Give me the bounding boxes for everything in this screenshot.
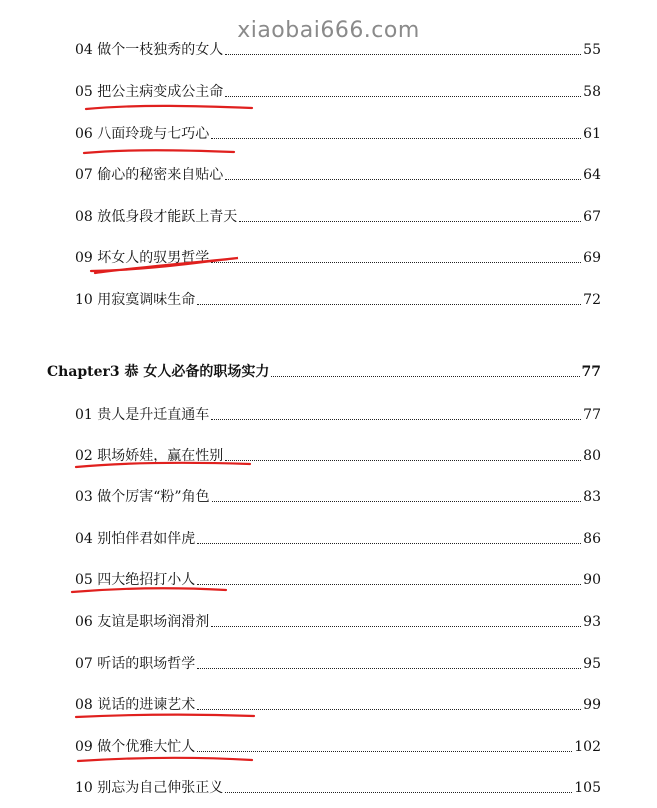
toc-entry[interactable]: [75, 779, 601, 797]
toc-page-number: 86: [583, 531, 601, 547]
toc-entry-title: 03 做个厉害“粉”角色: [75, 489, 210, 505]
toc-entry[interactable]: [75, 613, 601, 631]
toc-entry-title: 09 坏女人的驭男哲学: [75, 250, 210, 266]
dot-leader: [225, 179, 581, 180]
toc-entry[interactable]: [75, 125, 601, 143]
toc-entry[interactable]: [75, 249, 601, 267]
toc-entry[interactable]: [75, 41, 601, 59]
toc-entry[interactable]: [75, 488, 601, 506]
toc-page-number: 95: [583, 656, 601, 672]
toc-entry-title: 07 偷心的秘密来自贴心: [75, 167, 224, 183]
dot-leader: [211, 419, 581, 420]
toc-entry[interactable]: [75, 696, 601, 714]
dot-leader: [197, 668, 581, 669]
toc-entry[interactable]: [75, 571, 601, 589]
toc-page-number: 77: [581, 364, 601, 380]
dot-leader: [197, 543, 581, 544]
red-underline-mark: [78, 758, 252, 761]
toc-entry-title: 01 贵人是升迁直通车: [75, 407, 210, 423]
toc-page-number: 72: [583, 292, 601, 308]
toc-entry-title: 10 别忘为自己伸张正义: [75, 780, 224, 796]
red-underline-mark: [76, 715, 254, 717]
toc-entry-title: 07 听话的职场哲学: [75, 656, 196, 672]
dot-leader: [197, 709, 581, 710]
dot-leader: [225, 96, 581, 97]
toc-page-number: 80: [583, 448, 601, 464]
toc-page-number: 90: [583, 572, 601, 588]
toc-page-number: 61: [583, 126, 601, 142]
toc-entry-title: 04 做个一枝独秀的女人: [75, 42, 224, 58]
toc-entry-title: 06 友谊是职场润滑剂: [75, 614, 210, 630]
toc-entry-title: 09 做个优雅大忙人: [75, 739, 196, 755]
toc-page-number: 64: [583, 167, 601, 183]
toc-entry-title: 08 放低身段才能跃上青天: [75, 209, 238, 225]
toc-entry-title: 02 职场娇娃，赢在性别: [75, 448, 224, 464]
dot-leader: [197, 304, 581, 305]
dot-leader: [271, 376, 579, 377]
toc-entry-title: 05 四大绝招打小人: [75, 572, 196, 588]
toc-page-number: 105: [574, 780, 601, 796]
dot-leader: [239, 221, 581, 222]
dot-leader: [197, 584, 581, 585]
toc-page-number: 83: [583, 489, 601, 505]
toc-entry-title: 10 用寂寞调味生命: [75, 292, 196, 308]
dot-leader: [211, 262, 581, 263]
dot-leader: [225, 54, 581, 55]
toc-entry[interactable]: [75, 406, 601, 424]
toc-entry-title: 08 说话的进谏艺术: [75, 697, 196, 713]
toc-page-number: 93: [583, 614, 601, 630]
toc-page-number: 69: [583, 250, 601, 266]
chapter-title: Chapter3 恭 女人必备的职场实力: [47, 364, 270, 380]
toc-entry[interactable]: [75, 208, 601, 226]
toc-entry[interactable]: [75, 291, 601, 309]
toc-page-number: 58: [583, 84, 601, 100]
toc-page-number: 102: [574, 739, 601, 755]
toc-entry[interactable]: [75, 738, 601, 756]
dot-leader: [225, 792, 572, 793]
toc-entry[interactable]: [75, 447, 601, 465]
toc-chapter-heading[interactable]: [47, 363, 601, 381]
toc-entry[interactable]: [75, 166, 601, 184]
watermark-text: xiaobai666.com: [237, 18, 420, 43]
red-underline-mark: [84, 150, 234, 153]
toc-entry-title: 06 八面玲珑与七巧心: [75, 126, 210, 142]
toc-page-number: 55: [583, 42, 601, 58]
toc-entry-title: 04 别怕伴君如伴虎: [75, 531, 196, 547]
toc-page-number: 67: [583, 209, 601, 225]
red-underline-mark: [86, 106, 252, 109]
toc-entry[interactable]: [75, 530, 601, 548]
dot-leader: [225, 460, 581, 461]
dot-leader: [212, 501, 582, 502]
dot-leader: [211, 138, 581, 139]
toc-page-number: 99: [583, 697, 601, 713]
toc-entry[interactable]: [75, 655, 601, 673]
toc-entry-title: 05 把公主病变成公主命: [75, 84, 224, 100]
dot-leader: [197, 751, 572, 752]
dot-leader: [211, 626, 581, 627]
toc-entry[interactable]: [75, 83, 601, 101]
toc-page-number: 77: [583, 407, 601, 423]
